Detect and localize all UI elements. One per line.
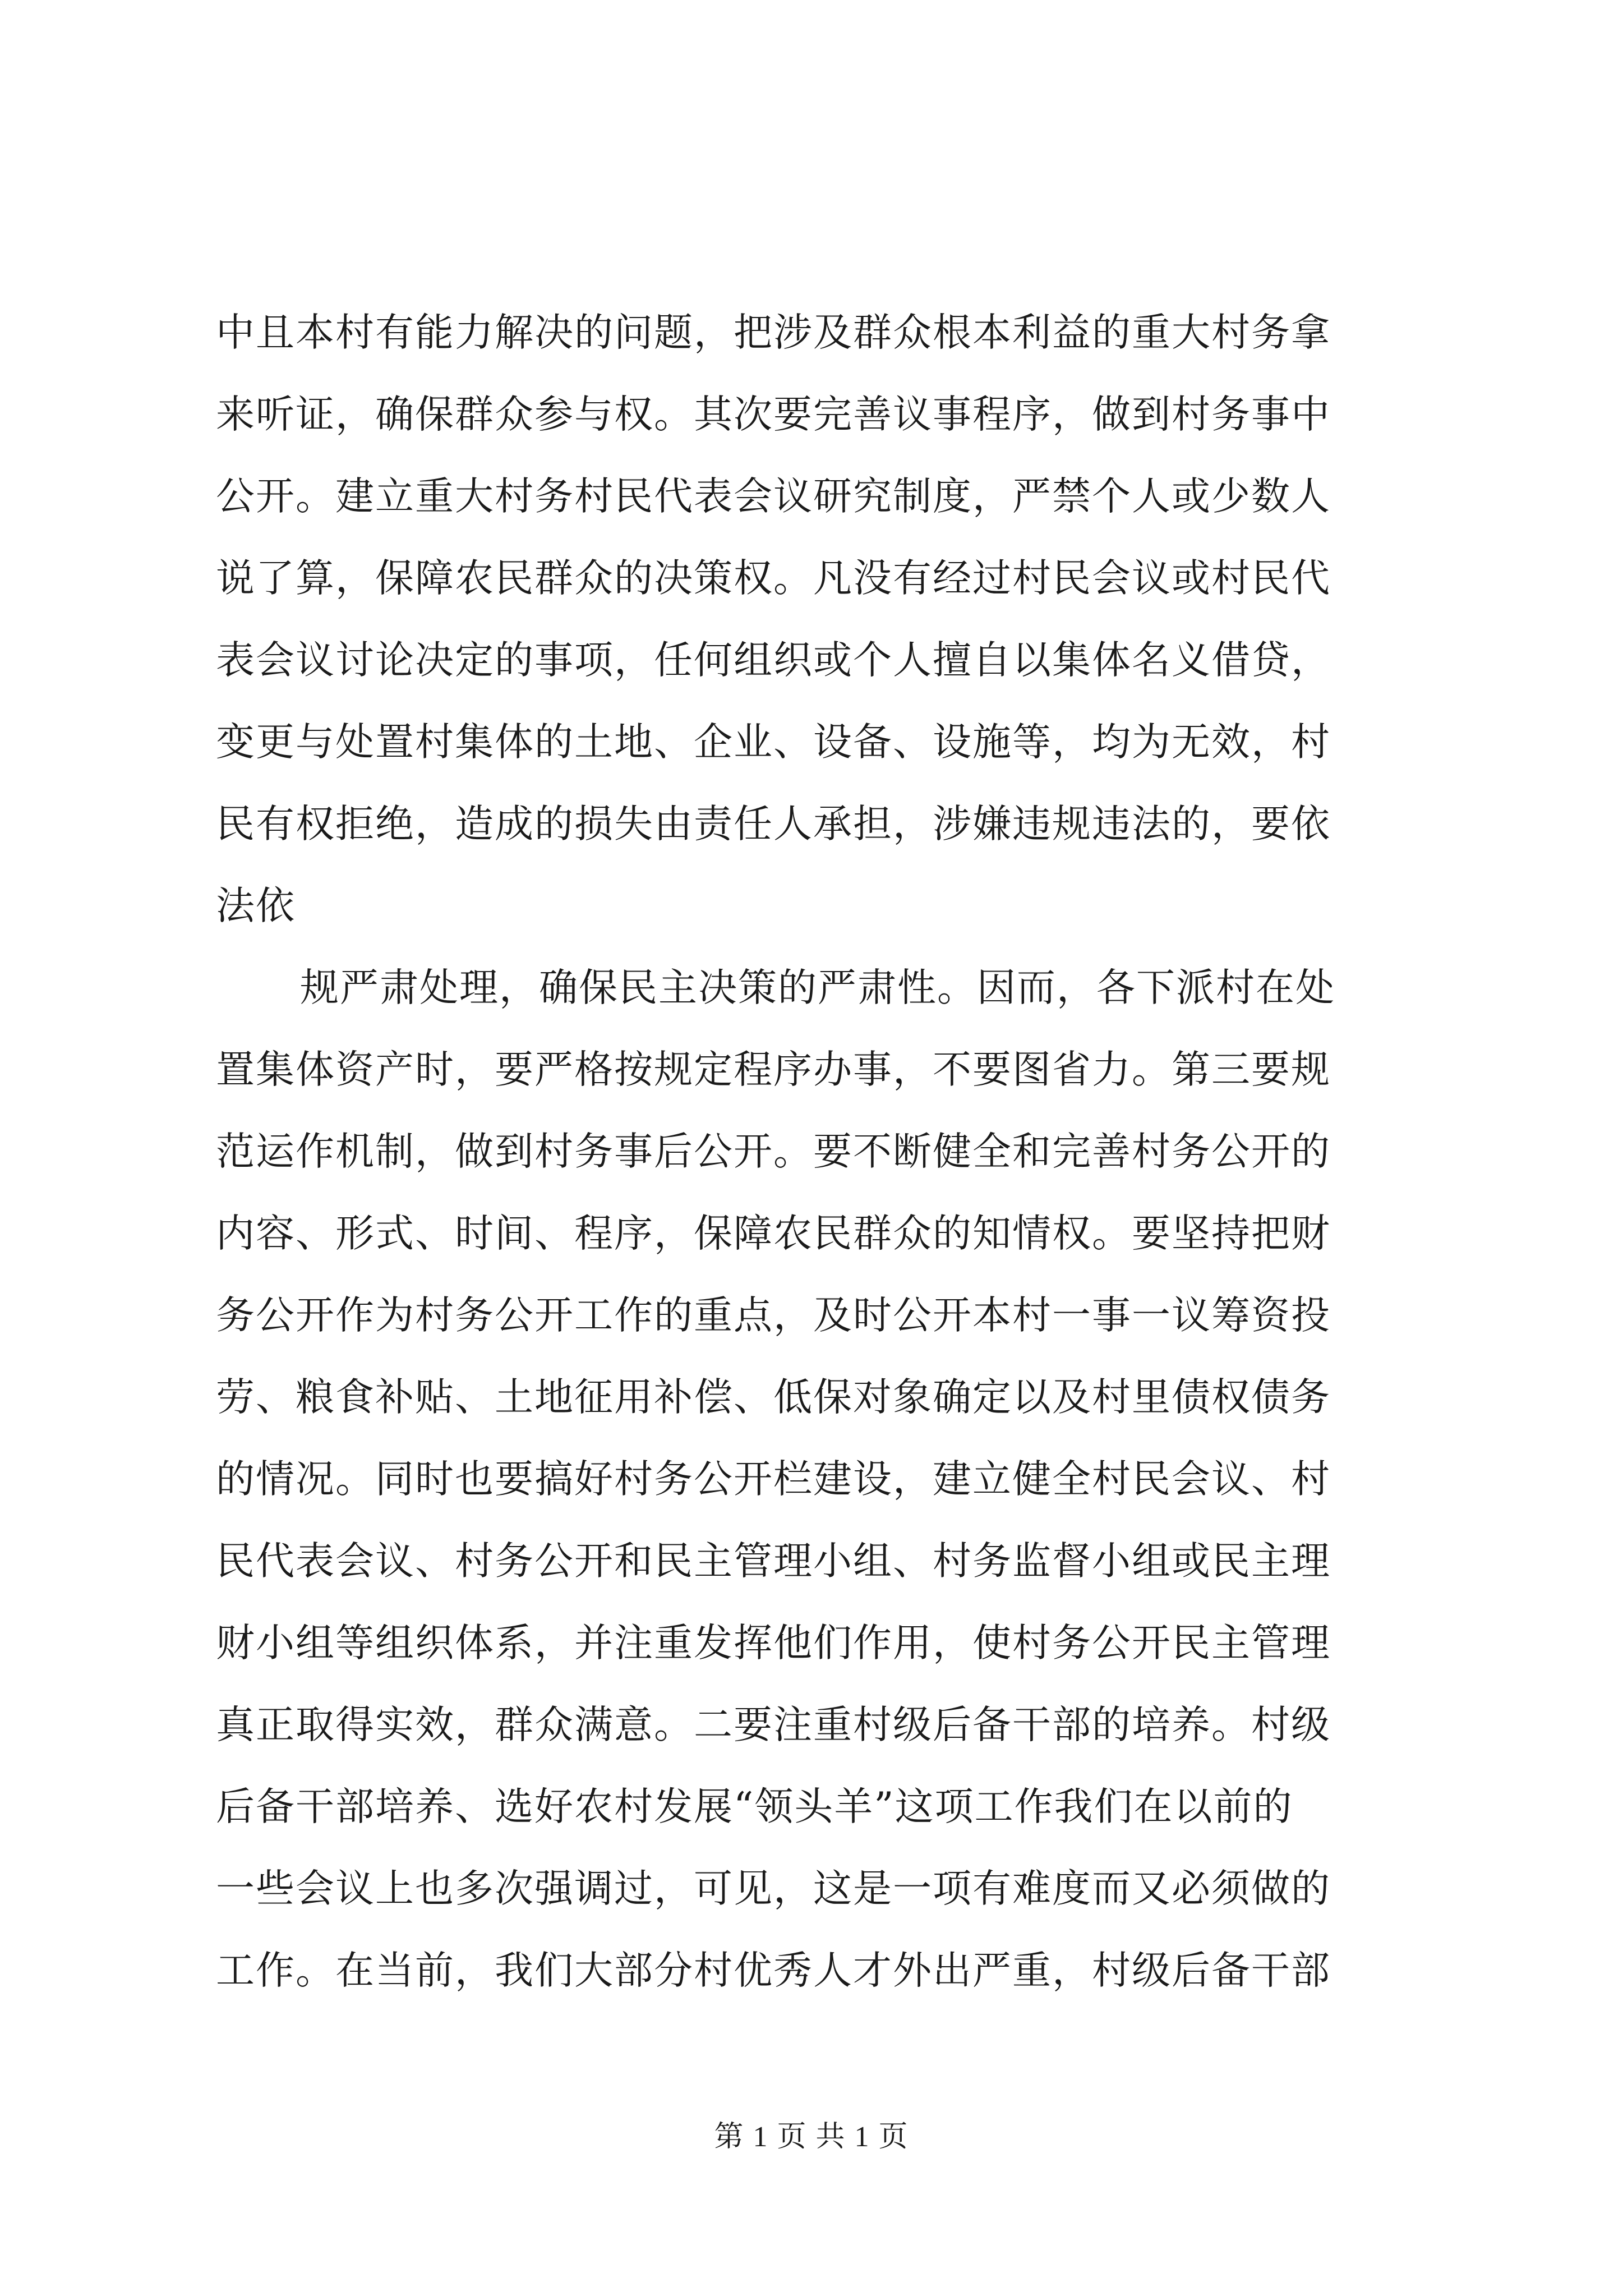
- text-line: 的情况。同时也要搞好村务公开栏建设，建立健全村民会议、村: [216, 1457, 1331, 1502]
- text-line: 法依: [216, 884, 296, 928]
- text-line: 劳、粮食补贴、土地征用补偿、低保对象确定以及村里债权债务: [216, 1375, 1331, 1420]
- text-line: 工作。在当前，我们大部分村优秀人才外出严重，村级后备干部: [216, 1948, 1331, 1993]
- text-line: 中且本村有能力解决的问题，把涉及群众根本利益的重大村务拿: [216, 310, 1331, 355]
- text-line: 务公开作为村务公开工作的重点，及时公开本村一事一议筹资投: [216, 1293, 1331, 1338]
- text-line: 置集体资产时，要严格按规定程序办事，不要图省力。第三要规: [216, 1047, 1331, 1092]
- text-line: 变更与处置村集体的土地、企业、设备、设施等，均为无效，村: [216, 720, 1331, 765]
- text-line: 一些会议上也多次强调过，可见，这是一项有难度而又必须做的: [216, 1866, 1331, 1911]
- text-line: 范运作机制，做到村务事后公开。要不断健全和完善村务公开的: [216, 1129, 1331, 1174]
- text-line: 表会议讨论决定的事项，任何组织或个人擅自以集体名义借贷，: [216, 638, 1331, 683]
- text-line: 公开。建立重大村务村民代表会议研究制度，严禁个人或少数人: [216, 474, 1331, 519]
- text-line: 说了算，保障农民群众的决策权。凡没有经过村民会议或村民代: [216, 556, 1331, 601]
- text-line: 民有权拒绝，造成的损失由责任人承担，涉嫌违规违法的，要依: [216, 802, 1331, 846]
- paragraph-2: [216, 947, 1422, 2012]
- page-number-footer: 第 1 页 共 1 页: [714, 2121, 909, 2153]
- text-line: 来听证，确保群众参与权。其次要完善议事程序，做到村务事中: [216, 392, 1331, 437]
- text-line: 内容、形式、时间、程序，保障农民群众的知情权。要坚持把财: [216, 1211, 1331, 1256]
- text-line-indented: 规严肃处理，确保民主决策的严肃性。因而，各下派村在处: [300, 965, 1335, 1010]
- text-line: 后备干部培养、选好农村发展“领头羊”这项工作我们在以前的: [216, 1784, 1293, 1829]
- text-line: 财小组等组织体系，并注重发挥他们作用，使村务公开民主管理: [216, 1621, 1331, 1665]
- paragraph-1: [216, 292, 1422, 947]
- document-body: [216, 292, 1422, 2012]
- text-line: 民代表会议、村务公开和民主管理小组、村务监督小组或民主理: [216, 1539, 1331, 1584]
- text-line: 真正取得实效，群众满意。二要注重村级后备干部的培养。村级: [216, 1703, 1331, 1747]
